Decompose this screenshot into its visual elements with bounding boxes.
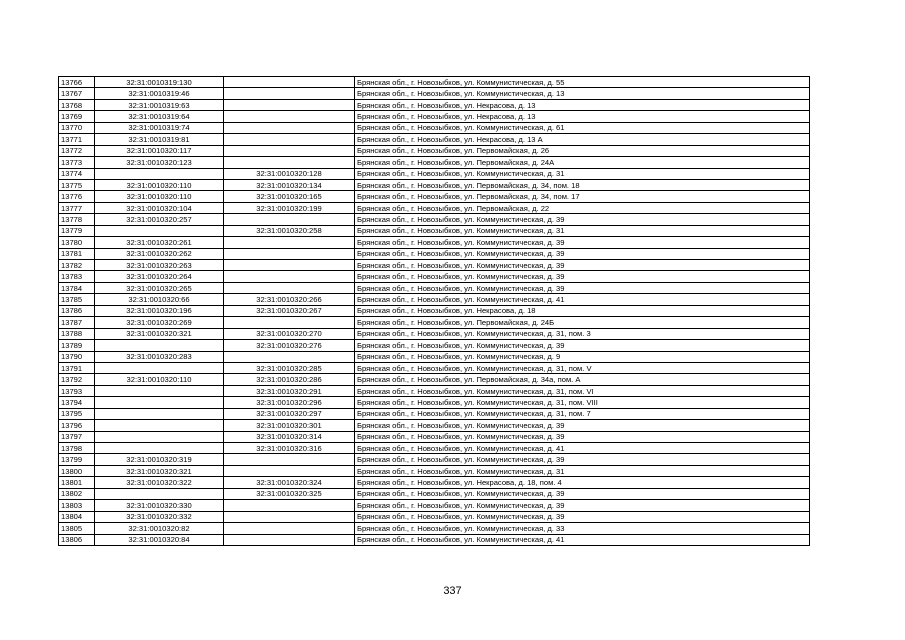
table-row (59, 271, 810, 282)
cadastral-number-cell: 32:31:0010320:261 (95, 237, 224, 248)
address-cell: Брянская обл., г. Новозыбков, ул. Коммунистическая, д. 39 (355, 214, 810, 225)
related-cadastral-number-cell: 32:31:0010320:134 (224, 179, 355, 190)
table-row (59, 111, 810, 122)
row-number-cell: 13776 (59, 191, 95, 202)
row-number-cell: 13787 (59, 317, 95, 328)
address-cell: Брянская обл., г. Новозыбков, ул. Коммунистическая, д. 39 (355, 340, 810, 351)
table-row (59, 237, 810, 248)
row-number-cell: 13803 (59, 500, 95, 511)
cadastral-number-cell: 32:31:0010319:64 (95, 111, 224, 122)
related-cadastral-number-cell: 32:31:0010320:324 (224, 477, 355, 488)
related-cadastral-number-cell (224, 317, 355, 328)
cadastral-number-cell: 32:31:0010320:264 (95, 271, 224, 282)
address-cell: Брянская обл., г. Новозыбков, ул. Первомайская, д. 26 (355, 145, 810, 156)
table-row (59, 260, 810, 271)
table-row (59, 374, 810, 385)
related-cadastral-number-cell (224, 145, 355, 156)
table-row (59, 454, 810, 465)
address-cell: Брянская обл., г. Новозыбков, ул. Первомайская, д. 34а, пом. А (355, 374, 810, 385)
address-cell: Брянская обл., г. Новозыбков, ул. Коммунистическая, д. 39 (355, 511, 810, 522)
related-cadastral-number-cell: 32:31:0010320:286 (224, 374, 355, 385)
cadastral-number-cell: 32:31:0010320:110 (95, 191, 224, 202)
row-number-cell: 13772 (59, 145, 95, 156)
related-cadastral-number-cell: 32:31:0010320:267 (224, 305, 355, 316)
address-cell: Брянская обл., г. Новозыбков, ул. Коммунистическая, д. 39 (355, 500, 810, 511)
row-number-cell: 13788 (59, 328, 95, 339)
table-row (59, 282, 810, 293)
address-cell: Брянская обл., г. Новозыбков, ул. Коммунистическая, д. 13 (355, 88, 810, 99)
related-cadastral-number-cell: 32:31:0010320:314 (224, 431, 355, 442)
table-row (59, 511, 810, 522)
cadastral-number-cell: 32:31:0010320:283 (95, 351, 224, 362)
row-number-cell: 13780 (59, 237, 95, 248)
row-number-cell: 13778 (59, 214, 95, 225)
address-cell: Брянская обл., г. Новозыбков, ул. Первомайская, д. 34, пом. 18 (355, 179, 810, 190)
table-row (59, 214, 810, 225)
table-row (59, 340, 810, 351)
cadastral-number-cell: 32:31:0010319:63 (95, 99, 224, 110)
row-number-cell: 13791 (59, 362, 95, 373)
cadastral-number-cell (95, 340, 224, 351)
row-number-cell: 13773 (59, 157, 95, 168)
cadastral-number-cell: 32:31:0010320:117 (95, 145, 224, 156)
table-row (59, 168, 810, 179)
cadastral-number-cell: 32:31:0010320:265 (95, 282, 224, 293)
row-number-cell: 13801 (59, 477, 95, 488)
address-cell: Брянская обл., г. Новозыбков, ул. Первомайская, д. 22 (355, 202, 810, 213)
table-row (59, 523, 810, 534)
related-cadastral-number-cell: 32:31:0010320:258 (224, 225, 355, 236)
related-cadastral-number-cell: 32:31:0010320:301 (224, 420, 355, 431)
related-cadastral-number-cell (224, 99, 355, 110)
cadastral-number-cell: 32:31:0010319:130 (95, 77, 224, 88)
table-row (59, 122, 810, 133)
row-number-cell: 13769 (59, 111, 95, 122)
cadastral-number-cell: 32:31:0010320:110 (95, 179, 224, 190)
row-number-cell: 13800 (59, 465, 95, 476)
related-cadastral-number-cell: 32:31:0010320:325 (224, 488, 355, 499)
cadastral-number-cell: 32:31:0010320:321 (95, 328, 224, 339)
address-cell: Брянская обл., г. Новозыбков, ул. Коммунистическая, д. 9 (355, 351, 810, 362)
cadastral-number-cell (95, 385, 224, 396)
row-number-cell: 13768 (59, 99, 95, 110)
table-row (59, 305, 810, 316)
row-number-cell: 13767 (59, 88, 95, 99)
row-number-cell: 13806 (59, 534, 95, 545)
address-cell: Брянская обл., г. Новозыбков, ул. Коммунистическая, д. 31, пом. VIII (355, 397, 810, 408)
row-number-cell: 13775 (59, 179, 95, 190)
registry-body (59, 77, 810, 546)
address-cell: Брянская обл., г. Новозыбков, ул. Коммунистическая, д. 41 (355, 443, 810, 454)
cadastral-number-cell (95, 225, 224, 236)
row-number-cell: 13786 (59, 305, 95, 316)
table-row (59, 351, 810, 362)
related-cadastral-number-cell: 32:31:0010320:165 (224, 191, 355, 202)
related-cadastral-number-cell (224, 214, 355, 225)
table-row (59, 191, 810, 202)
row-number-cell: 13777 (59, 202, 95, 213)
address-cell: Брянская обл., г. Новозыбков, ул. Некрасова, д. 13 (355, 111, 810, 122)
address-cell: Брянская обл., г. Новозыбков, ул. Коммунистическая, д. 39 (355, 420, 810, 431)
property-registry-table (58, 76, 810, 546)
row-number-cell: 13784 (59, 282, 95, 293)
cadastral-number-cell: 32:31:0010320:257 (95, 214, 224, 225)
address-cell: Брянская обл., г. Новозыбков, ул. Коммунистическая, д. 31 (355, 168, 810, 179)
table-row (59, 88, 810, 99)
related-cadastral-number-cell: 32:31:0010320:276 (224, 340, 355, 351)
cadastral-number-cell: 32:31:0010320:322 (95, 477, 224, 488)
table-row (59, 99, 810, 110)
related-cadastral-number-cell (224, 534, 355, 545)
related-cadastral-number-cell (224, 237, 355, 248)
related-cadastral-number-cell: 32:31:0010320:285 (224, 362, 355, 373)
row-number-cell: 13785 (59, 294, 95, 305)
cadastral-number-cell: 32:31:0010319:81 (95, 134, 224, 145)
table-row (59, 534, 810, 545)
address-cell: Брянская обл., г. Новозыбков, ул. Коммунистическая, д. 33 (355, 523, 810, 534)
address-cell: Брянская обл., г. Новозыбков, ул. Некрасова, д. 13 (355, 99, 810, 110)
related-cadastral-number-cell: 32:31:0010320:270 (224, 328, 355, 339)
table-row (59, 477, 810, 488)
row-number-cell: 13804 (59, 511, 95, 522)
table-row (59, 134, 810, 145)
row-number-cell: 13766 (59, 77, 95, 88)
row-number-cell: 13795 (59, 408, 95, 419)
cadastral-number-cell: 32:31:0010320:196 (95, 305, 224, 316)
page-number: 337 (443, 585, 462, 597)
related-cadastral-number-cell: 32:31:0010320:296 (224, 397, 355, 408)
address-cell: Брянская обл., г. Новозыбков, ул. Коммунистическая, д. 39 (355, 271, 810, 282)
table-row (59, 385, 810, 396)
related-cadastral-number-cell (224, 454, 355, 465)
row-number-cell: 13790 (59, 351, 95, 362)
related-cadastral-number-cell (224, 111, 355, 122)
address-cell: Брянская обл., г. Новозыбков, ул. Некрасова, д. 18, пом. 4 (355, 477, 810, 488)
row-number-cell: 13789 (59, 340, 95, 351)
address-cell: Брянская обл., г. Новозыбков, ул. Коммунистическая, д. 39 (355, 454, 810, 465)
cadastral-number-cell: 32:31:0010320:319 (95, 454, 224, 465)
table-row (59, 431, 810, 442)
related-cadastral-number-cell: 32:31:0010320:291 (224, 385, 355, 396)
cadastral-number-cell: 32:31:0010320:330 (95, 500, 224, 511)
address-cell: Брянская обл., г. Новозыбков, ул. Некрасова, д. 13 А (355, 134, 810, 145)
related-cadastral-number-cell (224, 157, 355, 168)
related-cadastral-number-cell (224, 260, 355, 271)
cadastral-number-cell: 32:31:0010319:46 (95, 88, 224, 99)
table-row (59, 443, 810, 454)
cadastral-number-cell: 32:31:0010320:84 (95, 534, 224, 545)
related-cadastral-number-cell: 32:31:0010320:266 (224, 294, 355, 305)
table-row (59, 179, 810, 190)
cadastral-number-cell: 32:31:0010320:82 (95, 523, 224, 534)
address-cell: Брянская обл., г. Новозыбков, ул. Коммунистическая, д. 41 (355, 534, 810, 545)
related-cadastral-number-cell (224, 500, 355, 511)
related-cadastral-number-cell: 32:31:0010320:128 (224, 168, 355, 179)
table-row (59, 225, 810, 236)
table-row (59, 328, 810, 339)
cadastral-number-cell: 32:31:0010320:263 (95, 260, 224, 271)
table-row (59, 408, 810, 419)
table-row (59, 397, 810, 408)
cadastral-number-cell (95, 397, 224, 408)
address-cell: Брянская обл., г. Новозыбков, ул. Коммунистическая, д. 39 (355, 431, 810, 442)
related-cadastral-number-cell (224, 134, 355, 145)
related-cadastral-number-cell (224, 465, 355, 476)
row-number-cell: 13781 (59, 248, 95, 259)
row-number-cell: 13797 (59, 431, 95, 442)
row-number-cell: 13792 (59, 374, 95, 385)
table-row (59, 488, 810, 499)
related-cadastral-number-cell (224, 88, 355, 99)
row-number-cell: 13794 (59, 397, 95, 408)
row-number-cell: 13793 (59, 385, 95, 396)
cadastral-number-cell (95, 488, 224, 499)
table-row (59, 420, 810, 431)
cadastral-number-cell: 32:31:0010320:321 (95, 465, 224, 476)
cadastral-number-cell (95, 408, 224, 419)
related-cadastral-number-cell: 32:31:0010320:316 (224, 443, 355, 454)
cadastral-number-cell: 32:31:0010320:262 (95, 248, 224, 259)
table-row (59, 77, 810, 88)
row-number-cell: 13796 (59, 420, 95, 431)
table-row (59, 294, 810, 305)
table-row (59, 248, 810, 259)
related-cadastral-number-cell (224, 351, 355, 362)
cadastral-number-cell: 32:31:0010319:74 (95, 122, 224, 133)
cadastral-number-cell (95, 168, 224, 179)
address-cell: Брянская обл., г. Новозыбков, ул. Коммунистическая, д. 31 (355, 225, 810, 236)
related-cadastral-number-cell (224, 77, 355, 88)
cadastral-number-cell (95, 431, 224, 442)
row-number-cell: 13798 (59, 443, 95, 454)
related-cadastral-number-cell (224, 511, 355, 522)
address-cell: Брянская обл., г. Новозыбков, ул. Коммунистическая, д. 31, пом. V (355, 362, 810, 373)
cadastral-number-cell: 32:31:0010320:123 (95, 157, 224, 168)
address-cell: Брянская обл., г. Новозыбков, ул. Коммунистическая, д. 39 (355, 282, 810, 293)
row-number-cell: 13779 (59, 225, 95, 236)
address-cell: Брянская обл., г. Новозыбков, ул. Коммунистическая, д. 55 (355, 77, 810, 88)
related-cadastral-number-cell (224, 282, 355, 293)
address-cell: Брянская обл., г. Новозыбков, ул. Первомайская, д. 34, пом. 17 (355, 191, 810, 202)
address-cell: Брянская обл., г. Новозыбков, ул. Коммунистическая, д. 39 (355, 260, 810, 271)
cadastral-number-cell (95, 420, 224, 431)
table-row (59, 500, 810, 511)
address-cell: Брянская обл., г. Новозыбков, ул. Первомайская, д. 24Б (355, 317, 810, 328)
cadastral-number-cell: 32:31:0010320:104 (95, 202, 224, 213)
related-cadastral-number-cell (224, 271, 355, 282)
row-number-cell: 13782 (59, 260, 95, 271)
row-number-cell: 13805 (59, 523, 95, 534)
address-cell: Брянская обл., г. Новозыбков, ул. Коммунистическая, д. 31, пом. VI (355, 385, 810, 396)
cadastral-number-cell: 32:31:0010320:110 (95, 374, 224, 385)
address-cell: Брянская обл., г. Новозыбков, ул. Коммунистическая, д. 39 (355, 237, 810, 248)
cadastral-number-cell: 32:31:0010320:332 (95, 511, 224, 522)
address-cell: Брянская обл., г. Новозыбков, ул. Коммунистическая, д. 31 (355, 465, 810, 476)
table-row (59, 317, 810, 328)
cadastral-number-cell (95, 362, 224, 373)
related-cadastral-number-cell (224, 122, 355, 133)
address-cell: Брянская обл., г. Новозыбков, ул. Коммунистическая, д. 41 (355, 294, 810, 305)
table-row (59, 362, 810, 373)
address-cell: Брянская обл., г. Новозыбков, ул. Коммунистическая, д. 31, пом. 7 (355, 408, 810, 419)
related-cadastral-number-cell (224, 523, 355, 534)
address-cell: Брянская обл., г. Новозыбков, ул. Коммунистическая, д. 39 (355, 248, 810, 259)
table-row (59, 465, 810, 476)
row-number-cell: 13774 (59, 168, 95, 179)
table-row (59, 157, 810, 168)
row-number-cell: 13771 (59, 134, 95, 145)
address-cell: Брянская обл., г. Новозыбков, ул. Первомайская, д. 24А (355, 157, 810, 168)
cadastral-number-cell: 32:31:0010320:269 (95, 317, 224, 328)
row-number-cell: 13770 (59, 122, 95, 133)
address-cell: Брянская обл., г. Новозыбков, ул. Коммунистическая, д. 31, пом. 3 (355, 328, 810, 339)
address-cell: Брянская обл., г. Новозыбков, ул. Коммунистическая, д. 39 (355, 488, 810, 499)
table-row (59, 202, 810, 213)
address-cell: Брянская обл., г. Новозыбков, ул. Некрасова, д. 18 (355, 305, 810, 316)
row-number-cell: 13802 (59, 488, 95, 499)
row-number-cell: 13783 (59, 271, 95, 282)
related-cadastral-number-cell: 32:31:0010320:199 (224, 202, 355, 213)
row-number-cell: 13799 (59, 454, 95, 465)
related-cadastral-number-cell: 32:31:0010320:297 (224, 408, 355, 419)
related-cadastral-number-cell (224, 248, 355, 259)
cadastral-number-cell (95, 443, 224, 454)
address-cell: Брянская обл., г. Новозыбков, ул. Коммунистическая, д. 61 (355, 122, 810, 133)
cadastral-number-cell: 32:31:0010320:66 (95, 294, 224, 305)
table-row (59, 145, 810, 156)
